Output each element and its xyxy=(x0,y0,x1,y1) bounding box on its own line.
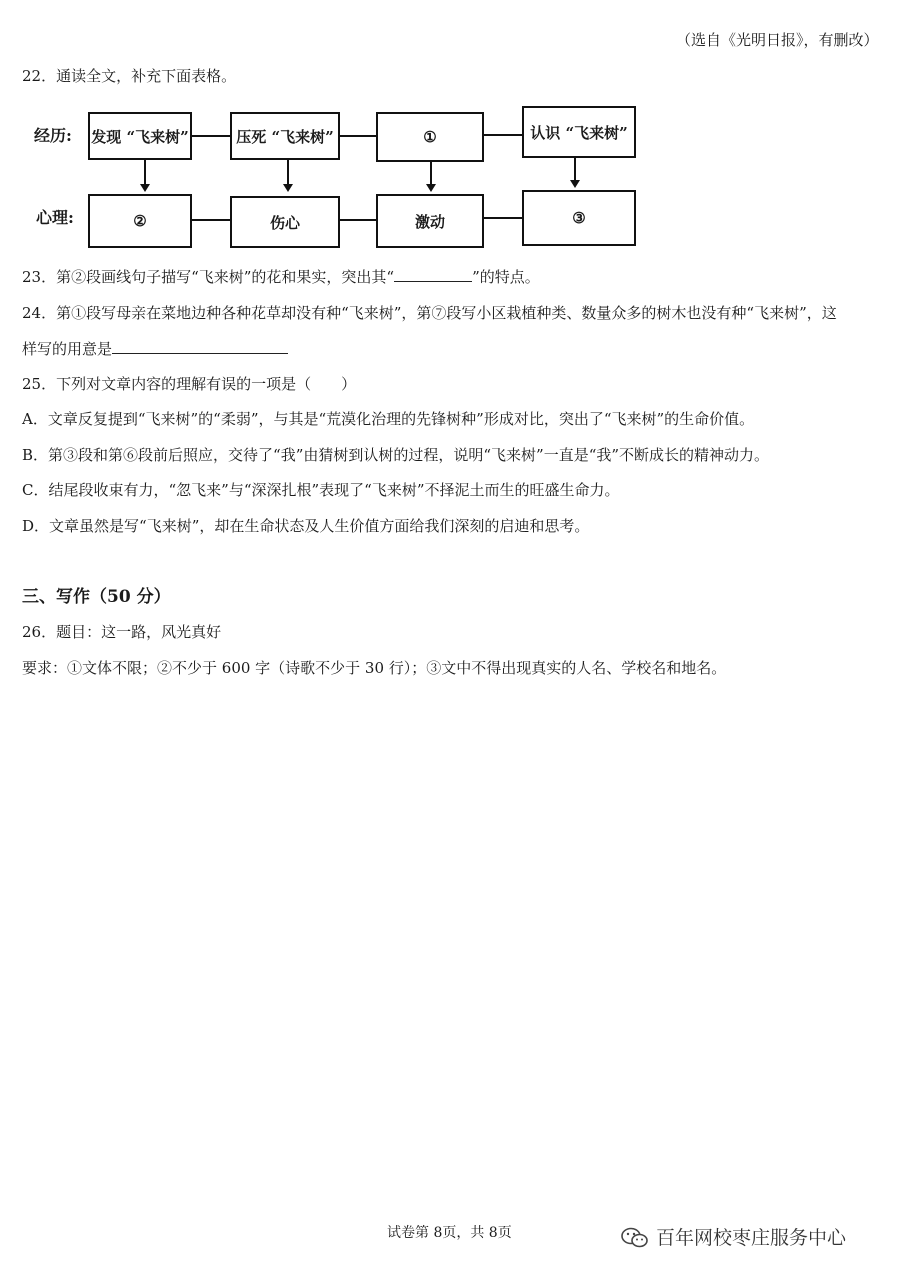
arrow-1-head xyxy=(140,184,150,192)
connector-2 xyxy=(340,135,376,137)
arrow-2-head xyxy=(283,184,293,192)
arrow-1-shaft xyxy=(144,160,146,185)
question-23: 23．第②段画线句子描写“飞来树”的花和果实，突出其“ ”的特点。 xyxy=(22,268,540,286)
connector-1 xyxy=(192,135,230,137)
box-excited: 激动 xyxy=(376,194,484,248)
box-blank-2: ② xyxy=(88,194,192,248)
source-note: （选自《光明日报》，有删改） xyxy=(676,31,879,49)
connector-5 xyxy=(340,219,376,221)
arrow-3-shaft xyxy=(430,162,432,185)
box-sad: 伤心 xyxy=(230,196,340,248)
connector-4 xyxy=(192,219,230,221)
arrow-3-head xyxy=(426,184,436,192)
watermark xyxy=(620,1226,846,1250)
page-number: 试卷第 8页，共 8页 xyxy=(387,1225,512,1241)
wechat-icon xyxy=(620,1226,650,1250)
question-25-stem: 25．下列对文章内容的理解有误的一项是（ ） xyxy=(22,375,357,393)
arrow-4-head xyxy=(570,180,580,188)
box-blank-1: ① xyxy=(376,112,484,162)
connector-3 xyxy=(484,134,522,136)
option-b: B．第③段和第⑥段前后照应，交待了“我”由猜树到认树的过程，说明“飞来树”一直是“我”不断成长的精神动力。 xyxy=(22,446,770,464)
section-title-writing: 三、写作（50 分） xyxy=(22,587,171,607)
question-24-line1: 24．第①段写母亲在菜地边种各种花草却没有种“飞来树”，第⑦段写小区栽植种类、数量众多的树木也没有种“飞来树”，这 xyxy=(22,304,837,322)
option-c: C．结尾段收束有力，“忽飞来”与“深深扎根”表现了“飞来树”不择泥土而生的旺盛生命力。 xyxy=(22,481,620,499)
row-label-experience: 经历: xyxy=(34,126,72,145)
box-discover-tree: 发现 “飞来树” xyxy=(88,112,192,160)
arrow-2-shaft xyxy=(287,160,289,185)
arrow-4-shaft xyxy=(574,158,576,181)
answer-blank-24 xyxy=(112,339,288,354)
box-recognize-tree: 认识 “飞来树” xyxy=(522,106,636,158)
question-26: 26．题目：这一路，风光真好 xyxy=(22,623,222,641)
watermark-text: 百年网校枣庄服务中心 xyxy=(656,1227,847,1249)
question-22: 22．通读全文，补充下面表格。 xyxy=(22,67,237,85)
option-a: A．文章反复提到“飞来树”的“柔弱”，与其是“荒漠化治理的先锋树种”形成对比，突出了“飞来树”的生命价值。 xyxy=(22,410,755,428)
box-blank-3: ③ xyxy=(522,190,636,246)
connector-6 xyxy=(484,217,522,219)
answer-blank-23 xyxy=(394,267,472,282)
row-label-mood: 心理: xyxy=(36,208,74,227)
box-crush-tree: 压死 “飞来树” xyxy=(230,112,340,160)
question-24-line2: 样写的用意是 xyxy=(22,339,288,359)
option-d: D．文章虽然是写“飞来树”，却在生命状态及人生价值方面给我们深刻的启迪和思考。 xyxy=(22,517,590,535)
writing-requirements: 要求：①文体不限；②不少于 600 字（诗歌不少于 30 行）；③文中不得出现真实的人名、学校名和地名。 xyxy=(22,659,727,677)
